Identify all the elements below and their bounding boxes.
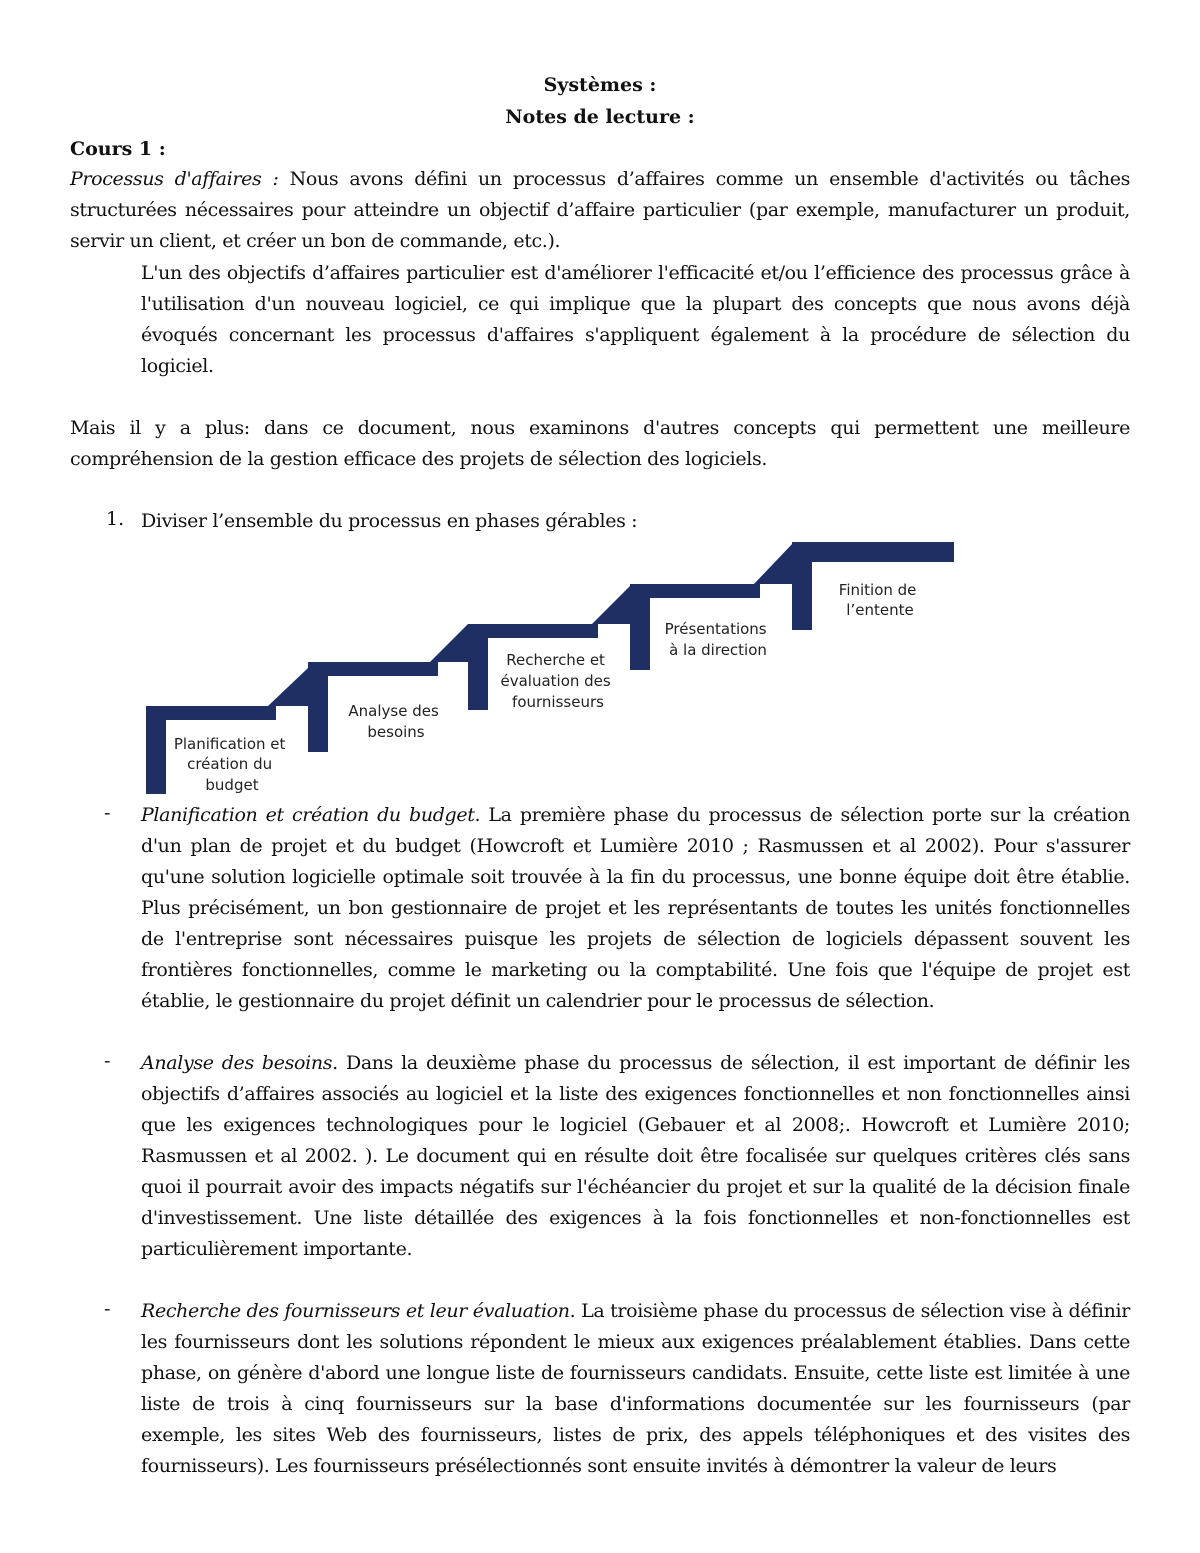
step-4-wedge — [754, 542, 794, 584]
intro-term: Processus d'affaires : — [70, 168, 279, 190]
step-3-wedge — [592, 584, 632, 624]
page-title: Systèmes : — [543, 74, 657, 96]
bullet-dash: - — [104, 1050, 111, 1072]
page-subtitle: Notes de lecture : — [505, 106, 695, 128]
bullet-1-text: . La première phase du processus de sélection porte sur la création d'un plan de projet et du budget (Howcroft et Lumière 2010 ; Rasmussen et al 2002). Pour s'assurer qu'une solution logicielle optimale soit trouvée à la fin du processus, une bonne équipe doit être établie. Plus précisément, un bon gestionnaire de projet et les représentants de toutes les unités fonctionnelles de l'entreprise sont nécessaires puisque les projets de sélection de logiciels dépassent souvent les frontières fonctionnelles, comme le marketing ou la comptabilité. Une fois que l'équipe de projet est établie, le gestionnaire du projet définit un calendrier pour le processus de sélection. — [141, 804, 1130, 1012]
step-3-label: Recherche et évaluation des fournisseurs — [500, 651, 611, 711]
list-number: 1. — [106, 508, 125, 530]
step-4-tread — [630, 584, 760, 598]
bullet-1-term: Planification et création du budget — [141, 804, 475, 826]
step-3-tread — [468, 624, 598, 638]
more-paragraph: Mais il y a plus: dans ce document, nous examinons d'autres concepts qui permettent une meilleure compréhension de la gestion efficace des projets de sélection des logiciels. — [70, 417, 1130, 470]
step-1-wedge — [268, 668, 308, 706]
step-2-label: Analyse des besoins — [348, 702, 439, 741]
step-2-tread — [308, 662, 438, 676]
step-4-label: Présentations à la direction — [664, 620, 767, 659]
bullet-2-text: . Dans la deuxième phase du processus de sélection, il est important de définir les objectifs d’affaires associés au logiciel et la liste des exigences fonctionnelles et non fonctionnelles ainsi que les exigences technologiques pour le logiciel (Gebauer et al 2008;. Howcroft et Lumière 2010; Rasmussen et al 2002. ). Le document qui en résulte doit être focalisée sur quelques critères clés sans quoi il pourrait avoir des impacts négatifs sur l'échéancier du projet et sur la qualité de la décision finale d'investissement. Une liste détaillée des exigences à la fois fonctionnelles et non-fonctionnelles est particulièrement importante. — [141, 1052, 1130, 1260]
bullet-paragraph-2 — [141, 1048, 1130, 1265]
step-1-label: Planification et création du budget — [173, 735, 286, 794]
bullet-paragraph-3 — [141, 1296, 1130, 1482]
bullet-2-term: Analyse des besoins — [141, 1052, 333, 1074]
phases-staircase-diagram — [140, 538, 960, 796]
intro-paragraph — [70, 164, 1130, 257]
list-item: Diviser l’ensemble du processus en phases gérables : — [141, 510, 638, 532]
step-1-tread — [146, 706, 276, 720]
step-5-tread — [792, 542, 954, 562]
indented-paragraph: L'un des objectifs d’affaires particulier est d'améliorer l'efficacité et/ou l’efficience des processus grâce à l'utilisation d'un nouveau logiciel, ce qui implique que la plupart des concepts que nous avons déjà évoqués concernant les processus d'affaires s'appliquent également à la procédure de sélection du logiciel. — [141, 262, 1130, 377]
section-heading: Cours 1 : — [70, 138, 166, 160]
bullet-paragraph-1 — [141, 800, 1130, 1017]
bullet-3-text: . La troisième phase du processus de sélection vise à définir les fournisseurs dont les solutions répondent le mieux aux exigences préalablement établies. Dans cette phase, on génère d'abord une longue liste de fournisseurs candidats. Ensuite, cette liste est limitée à une liste de trois à cinq fournisseurs sur la base d'informations documentée sur les fournisseurs (par exemple, les sites Web des fournisseurs, listes de prix, des appels téléphoniques et des visites des fournisseurs). Les fournisseurs présélectionnés sont ensuite invités à démontrer la valeur de leurs — [141, 1300, 1130, 1477]
bullet-dash: - — [104, 1298, 111, 1320]
step-5-label: Finition de l’entente — [838, 581, 917, 619]
step-2-wedge — [430, 624, 468, 662]
bullet-3-term: Recherche des fournisseurs et leur évaluation — [141, 1300, 570, 1322]
intro-text: Nous avons défini un processus d’affaires comme un ensemble d'activités ou tâches structurées nécessaires pour atteindre un objectif d’affaire particulier (par exemple, manufacturer un produit, servir un client, et créer un bon de commande, etc.). — [70, 168, 1130, 252]
bullet-dash: - — [104, 802, 111, 824]
